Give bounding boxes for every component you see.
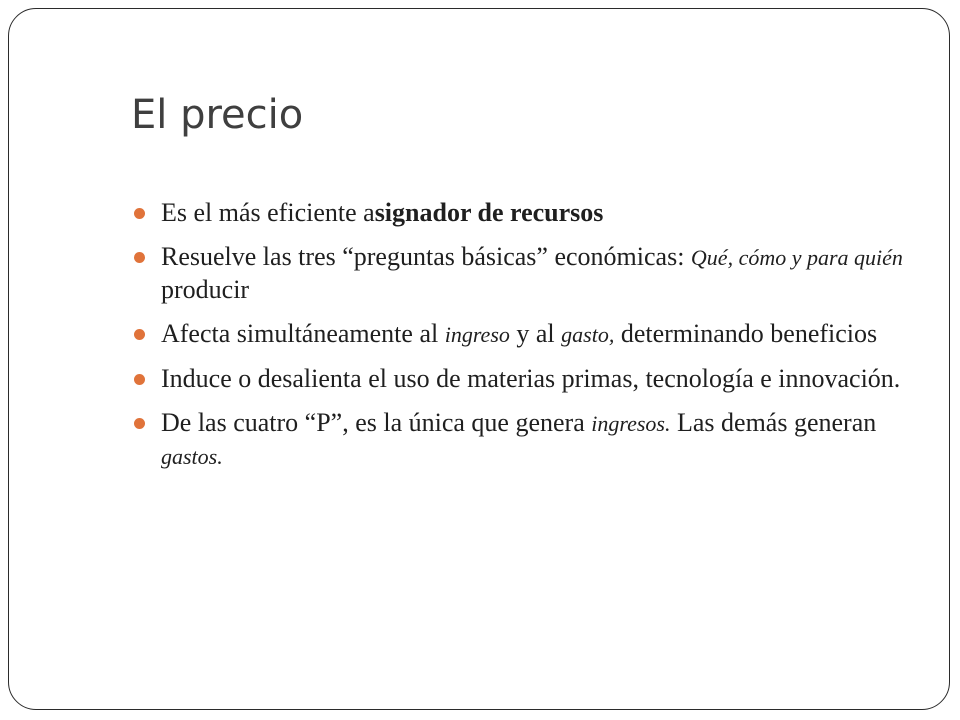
italic-text-run: ingreso — [444, 322, 510, 347]
bold-text-run: signador de recursos — [374, 198, 604, 227]
text-run: Induce o desalienta el uso de materias primas, tecnología e innovación. — [161, 364, 901, 393]
text-run: y al — [509, 319, 562, 348]
italic-text-run: ingresos. — [591, 411, 671, 436]
bullet-text — [161, 242, 903, 304]
bullet-item — [161, 197, 921, 229]
bullet-text — [161, 408, 876, 470]
bullet-icon — [134, 374, 145, 385]
italic-text-run: gasto, — [561, 322, 615, 347]
bullet-icon — [134, 418, 145, 429]
bullet-item — [161, 318, 921, 351]
bullet-text — [161, 364, 900, 393]
text-run: determinando beneficios — [614, 319, 878, 348]
bullet-text — [161, 198, 603, 227]
bullet-item — [161, 241, 921, 306]
text-run: Es el más eficiente a — [161, 198, 375, 227]
bullet-icon — [134, 329, 145, 340]
text-run: Afecta simultáneamente al — [161, 319, 445, 348]
bullet-item — [161, 363, 921, 395]
bullet-item — [161, 407, 921, 473]
text-run: De las cuatro “P”, es la única que genera — [161, 408, 592, 437]
text-run: Resuelve las tres “preguntas básicas” económicas: — [161, 242, 691, 271]
text-run: Las demás generan — [670, 408, 877, 437]
italic-text-run: gastos. — [161, 444, 223, 469]
bullet-list — [161, 197, 921, 485]
bullet-text — [161, 319, 877, 348]
slide-frame — [8, 8, 950, 710]
bullet-icon — [134, 252, 145, 263]
slide-title: El precio — [131, 92, 304, 138]
bullet-icon — [134, 208, 145, 219]
italic-text-run: Qué, cómo y para quién — [690, 245, 903, 270]
text-run: producir — [161, 275, 250, 304]
